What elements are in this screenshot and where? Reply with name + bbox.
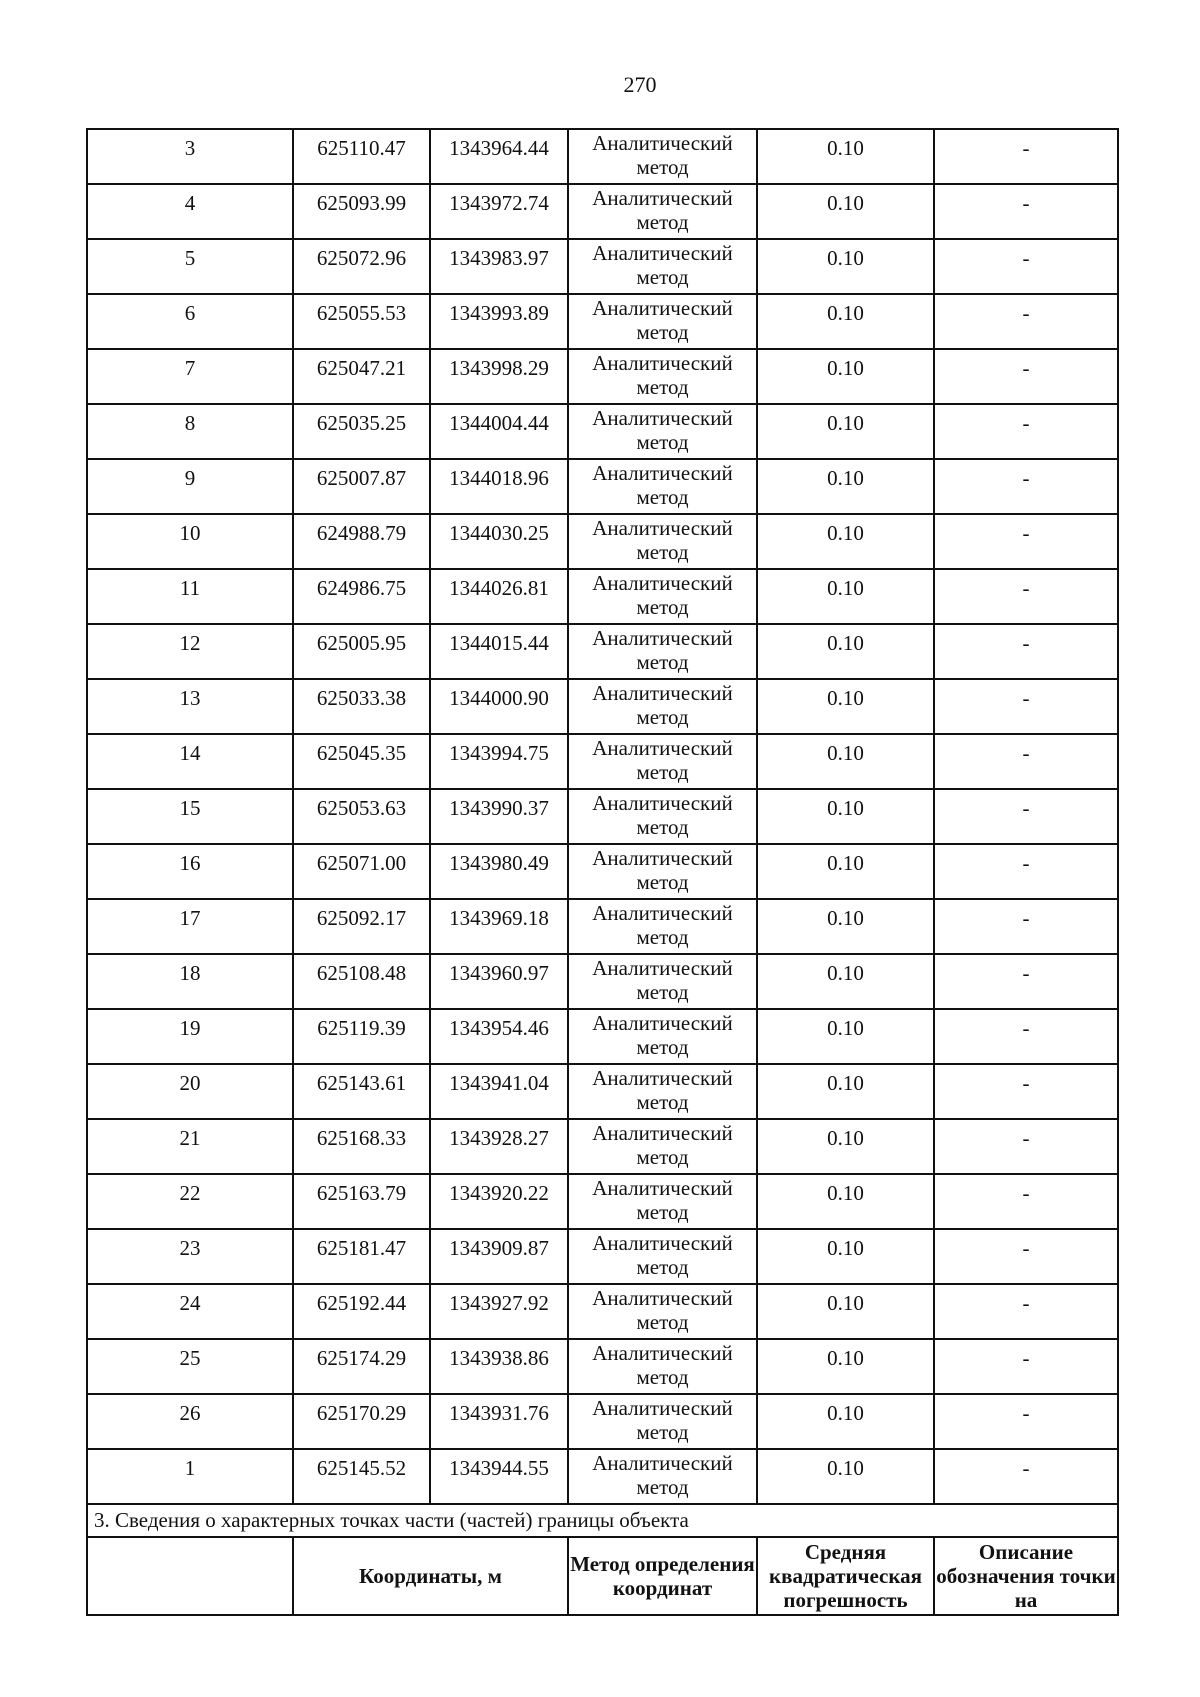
coordinate-x: 625007.87 [293, 459, 430, 514]
coordinate-x: 625047.21 [293, 349, 430, 404]
table-row [87, 1119, 1118, 1174]
table-row [87, 294, 1118, 349]
coordinate-y: 1343964.44 [430, 129, 568, 184]
table-row [87, 1229, 1118, 1284]
table-row [87, 459, 1118, 514]
point-number: 15 [87, 789, 293, 844]
section-row [87, 1504, 1118, 1537]
error-cell: 0.10 [757, 624, 934, 679]
error-cell: 0.10 [757, 1174, 934, 1229]
coordinate-x: 625145.52 [293, 1449, 430, 1504]
error-cell: 0.10 [757, 1119, 934, 1174]
table-row [87, 1339, 1118, 1394]
description-cell: - [934, 404, 1118, 459]
table-row [87, 1009, 1118, 1064]
point-number: 17 [87, 899, 293, 954]
point-number: 6 [87, 294, 293, 349]
method-cell: Аналитический метод [568, 1009, 757, 1064]
method-cell: Аналитический метод [568, 404, 757, 459]
method-cell: Аналитический метод [568, 239, 757, 294]
coordinate-x: 625174.29 [293, 1339, 430, 1394]
coordinate-x: 625181.47 [293, 1229, 430, 1284]
method-cell: Аналитический метод [568, 569, 757, 624]
method-cell: Аналитический метод [568, 1284, 757, 1339]
point-number: 4 [87, 184, 293, 239]
table-row [87, 239, 1118, 294]
method-cell: Аналитический метод [568, 844, 757, 899]
error-cell: 0.10 [757, 184, 934, 239]
table-row [87, 514, 1118, 569]
coordinate-x: 624986.75 [293, 569, 430, 624]
description-cell: - [934, 844, 1118, 899]
error-cell: 0.10 [757, 569, 934, 624]
table-row [87, 624, 1118, 679]
coordinate-y: 1343969.18 [430, 899, 568, 954]
table-row [87, 569, 1118, 624]
point-number: 23 [87, 1229, 293, 1284]
method-cell: Аналитический метод [568, 954, 757, 1009]
header-method: Метод определения координат [568, 1537, 757, 1615]
method-cell: Аналитический метод [568, 184, 757, 239]
point-number: 8 [87, 404, 293, 459]
header-point-cell [87, 1537, 293, 1615]
point-number: 12 [87, 624, 293, 679]
method-cell: Аналитический метод [568, 1064, 757, 1119]
table-row [87, 349, 1118, 404]
table-row [87, 184, 1118, 239]
coordinate-y: 1343993.89 [430, 294, 568, 349]
error-cell: 0.10 [757, 1449, 934, 1504]
point-number: 1 [87, 1449, 293, 1504]
coordinate-y: 1343927.92 [430, 1284, 568, 1339]
table-row [87, 734, 1118, 789]
description-cell: - [934, 1284, 1118, 1339]
coordinate-y: 1343972.74 [430, 184, 568, 239]
coordinate-x: 625055.53 [293, 294, 430, 349]
coordinate-y: 1344015.44 [430, 624, 568, 679]
description-cell: - [934, 1119, 1118, 1174]
coordinate-y: 1343980.49 [430, 844, 568, 899]
point-number: 11 [87, 569, 293, 624]
method-cell: Аналитический метод [568, 734, 757, 789]
coordinate-y: 1344000.90 [430, 679, 568, 734]
header-coordinates: Координаты, м [293, 1537, 568, 1615]
coordinate-y: 1343920.22 [430, 1174, 568, 1229]
description-cell: - [934, 1064, 1118, 1119]
page-number: 270 [623, 72, 657, 97]
coordinate-x: 625170.29 [293, 1394, 430, 1449]
description-cell: - [934, 129, 1118, 184]
point-number: 21 [87, 1119, 293, 1174]
error-cell: 0.10 [757, 404, 934, 459]
error-cell: 0.10 [757, 789, 934, 844]
method-cell: Аналитический метод [568, 459, 757, 514]
point-number: 16 [87, 844, 293, 899]
description-cell: - [934, 1394, 1118, 1449]
coordinate-y: 1343928.27 [430, 1119, 568, 1174]
point-number: 10 [87, 514, 293, 569]
coordinate-y: 1343954.46 [430, 1009, 568, 1064]
coordinate-y: 1343990.37 [430, 789, 568, 844]
table-row [87, 404, 1118, 459]
coordinate-y: 1344026.81 [430, 569, 568, 624]
section-title: 3. Сведения о характерных точках части (частей) границы объекта [87, 1504, 1118, 1537]
coordinate-x: 625092.17 [293, 899, 430, 954]
coordinate-y: 1344018.96 [430, 459, 568, 514]
description-cell: - [934, 239, 1118, 294]
coordinate-y: 1343960.97 [430, 954, 568, 1009]
table-row [87, 1394, 1118, 1449]
point-number: 3 [87, 129, 293, 184]
coordinate-y: 1343941.04 [430, 1064, 568, 1119]
description-cell: - [934, 1009, 1118, 1064]
error-cell: 0.10 [757, 1229, 934, 1284]
coordinate-y: 1343931.76 [430, 1394, 568, 1449]
description-cell: - [934, 459, 1118, 514]
method-cell: Аналитический метод [568, 129, 757, 184]
error-cell: 0.10 [757, 899, 934, 954]
error-cell: 0.10 [757, 1394, 934, 1449]
description-cell: - [934, 789, 1118, 844]
point-number: 25 [87, 1339, 293, 1394]
description-cell: - [934, 899, 1118, 954]
coordinate-y: 1343994.75 [430, 734, 568, 789]
error-cell: 0.10 [757, 294, 934, 349]
error-cell: 0.10 [757, 459, 934, 514]
coordinate-x: 625053.63 [293, 789, 430, 844]
coordinate-x: 625093.99 [293, 184, 430, 239]
coordinates-table [86, 128, 1119, 1616]
description-cell: - [934, 184, 1118, 239]
table-row [87, 789, 1118, 844]
error-cell: 0.10 [757, 734, 934, 789]
coordinate-x: 625072.96 [293, 239, 430, 294]
method-cell: Аналитический метод [568, 679, 757, 734]
point-number: 9 [87, 459, 293, 514]
point-number: 26 [87, 1394, 293, 1449]
method-cell: Аналитический метод [568, 1449, 757, 1504]
point-number: 20 [87, 1064, 293, 1119]
coordinate-y: 1343983.97 [430, 239, 568, 294]
table-row [87, 954, 1118, 1009]
method-cell: Аналитический метод [568, 1119, 757, 1174]
error-cell: 0.10 [757, 1339, 934, 1394]
coordinate-y: 1344004.44 [430, 404, 568, 459]
method-cell: Аналитический метод [568, 1229, 757, 1284]
method-cell: Аналитический метод [568, 1339, 757, 1394]
coordinate-y: 1344030.25 [430, 514, 568, 569]
description-cell: - [934, 679, 1118, 734]
method-cell: Аналитический метод [568, 1394, 757, 1449]
point-number: 7 [87, 349, 293, 404]
coordinate-x: 625168.33 [293, 1119, 430, 1174]
description-cell: - [934, 349, 1118, 404]
point-number: 24 [87, 1284, 293, 1339]
coordinate-x: 625110.47 [293, 129, 430, 184]
error-cell: 0.10 [757, 679, 934, 734]
table-body [87, 129, 1118, 1504]
point-number: 18 [87, 954, 293, 1009]
error-cell: 0.10 [757, 844, 934, 899]
table-row [87, 1174, 1118, 1229]
table-row [87, 1284, 1118, 1339]
description-cell: - [934, 294, 1118, 349]
method-cell: Аналитический метод [568, 514, 757, 569]
table-row [87, 844, 1118, 899]
table-row [87, 129, 1118, 184]
coordinate-x: 625045.35 [293, 734, 430, 789]
method-cell: Аналитический метод [568, 1174, 757, 1229]
point-number: 22 [87, 1174, 293, 1229]
header-error: Средняя квадратическая погрешность [757, 1537, 934, 1615]
description-cell: - [934, 624, 1118, 679]
coordinate-x: 625033.38 [293, 679, 430, 734]
description-cell: - [934, 514, 1118, 569]
method-cell: Аналитический метод [568, 899, 757, 954]
coordinate-x: 625108.48 [293, 954, 430, 1009]
error-cell: 0.10 [757, 514, 934, 569]
description-cell: - [934, 734, 1118, 789]
coordinate-x: 625192.44 [293, 1284, 430, 1339]
error-cell: 0.10 [757, 1064, 934, 1119]
method-cell: Аналитический метод [568, 789, 757, 844]
coordinate-x: 625005.95 [293, 624, 430, 679]
method-cell: Аналитический метод [568, 624, 757, 679]
point-number: 19 [87, 1009, 293, 1064]
coordinate-x: 625071.00 [293, 844, 430, 899]
coordinate-x: 625143.61 [293, 1064, 430, 1119]
table-row [87, 1064, 1118, 1119]
coordinate-x: 625163.79 [293, 1174, 430, 1229]
error-cell: 0.10 [757, 349, 934, 404]
description-cell: - [934, 1174, 1118, 1229]
description-cell: - [934, 1449, 1118, 1504]
point-number: 14 [87, 734, 293, 789]
description-cell: - [934, 1339, 1118, 1394]
point-number: 13 [87, 679, 293, 734]
coordinate-x: 625119.39 [293, 1009, 430, 1064]
table-row [87, 1449, 1118, 1504]
table-row [87, 679, 1118, 734]
coordinate-y: 1343909.87 [430, 1229, 568, 1284]
coordinate-y: 1343944.55 [430, 1449, 568, 1504]
point-number: 5 [87, 239, 293, 294]
description-cell: - [934, 1229, 1118, 1284]
table-row [87, 899, 1118, 954]
method-cell: Аналитический метод [568, 294, 757, 349]
error-cell: 0.10 [757, 954, 934, 1009]
error-cell: 0.10 [757, 1284, 934, 1339]
coordinate-x: 624988.79 [293, 514, 430, 569]
coordinate-y: 1343998.29 [430, 349, 568, 404]
error-cell: 0.10 [757, 239, 934, 294]
method-cell: Аналитический метод [568, 349, 757, 404]
description-cell: - [934, 954, 1118, 1009]
error-cell: 0.10 [757, 1009, 934, 1064]
header-row [87, 1537, 1118, 1615]
description-cell: - [934, 569, 1118, 624]
error-cell: 0.10 [757, 129, 934, 184]
coordinate-y: 1343938.86 [430, 1339, 568, 1394]
coordinate-x: 625035.25 [293, 404, 430, 459]
header-description: Описание обозначения точки на [934, 1537, 1118, 1615]
